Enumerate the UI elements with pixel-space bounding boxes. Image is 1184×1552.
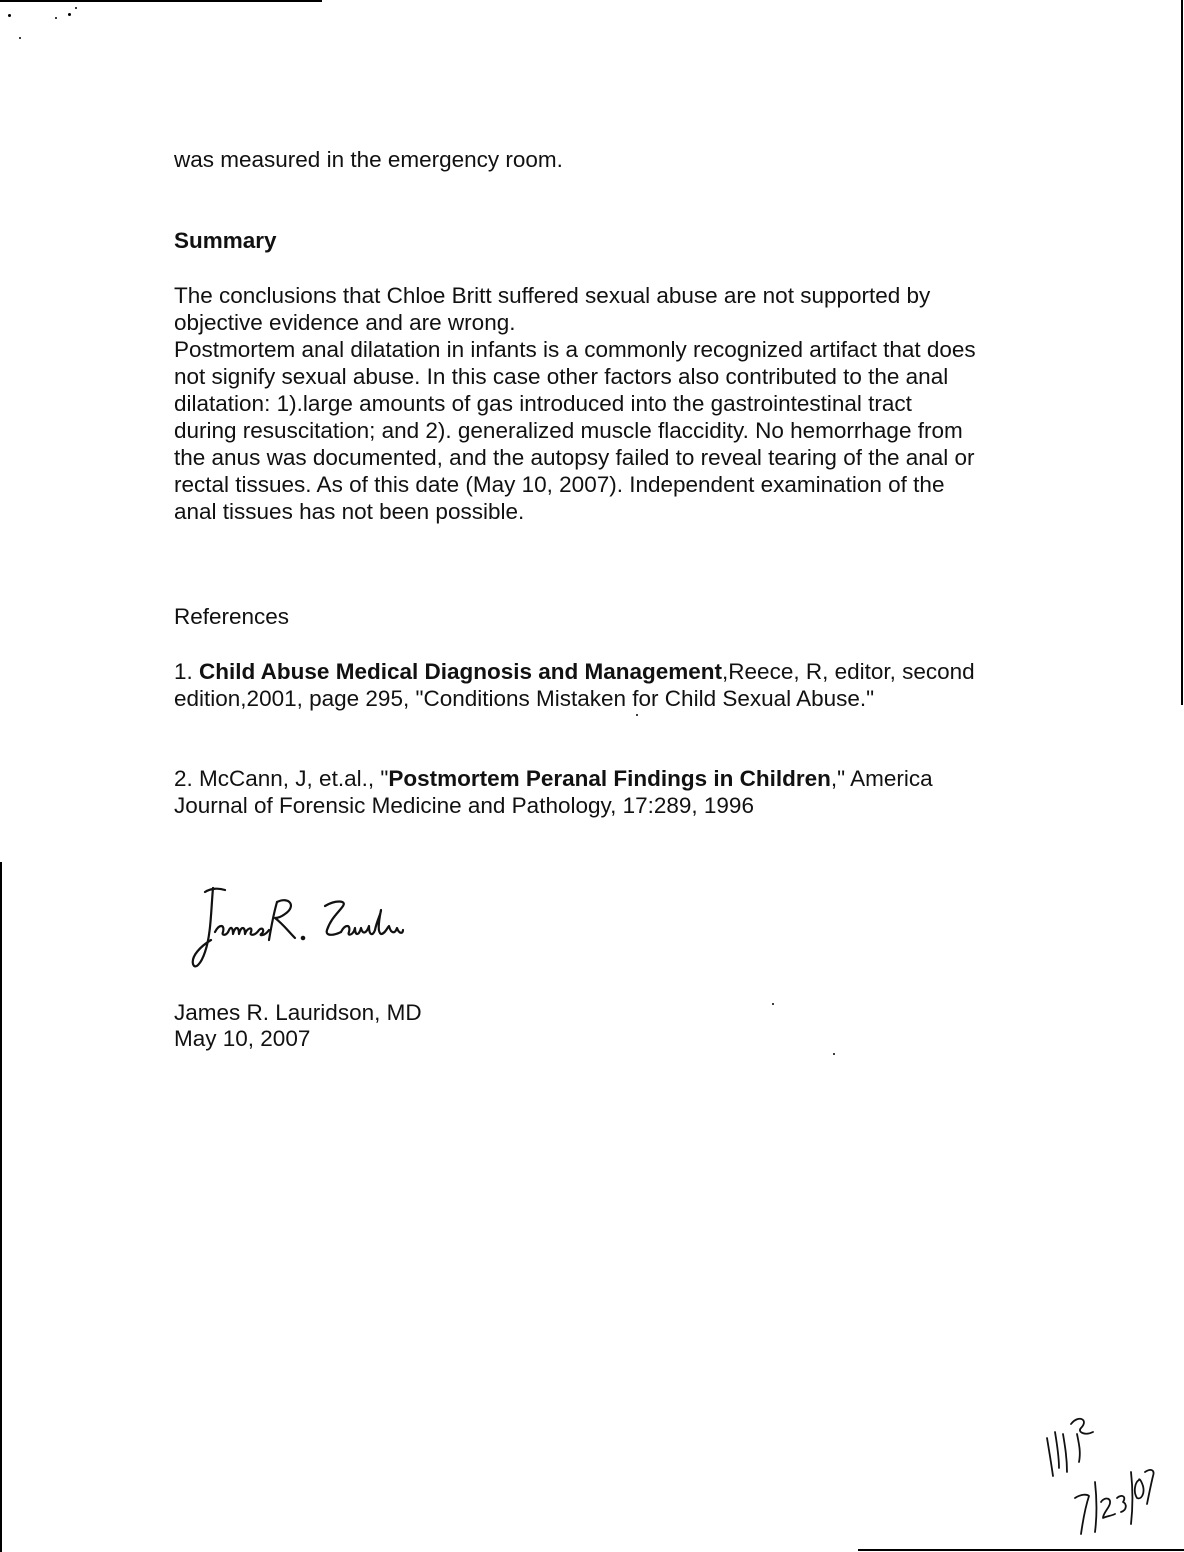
summary-line: the anus was documented, and the autopsy failed to reveal tearing of the anal or xyxy=(174,445,975,470)
summary-line: rectal tissues. As of this date (May 10, 2007). Independent examination of the xyxy=(174,472,945,497)
summary-line: The conclusions that Chloe Britt suffered sexual abuse are not supported by xyxy=(174,283,931,308)
reference-1-number: 1. xyxy=(174,659,200,684)
reference-1-title: Child Abuse Medical Diagnosis and Management xyxy=(199,659,723,684)
summary-line: Postmortem anal dilatation in infants is a commonly recognized artifact that does xyxy=(174,337,976,362)
scan-edge-left xyxy=(0,862,2,1552)
summary-line: objective evidence and are wrong. xyxy=(174,310,516,335)
scan-speck xyxy=(19,37,21,39)
scan-edge-right xyxy=(1181,0,1183,705)
signatory-name: James R. Lauridson, MD xyxy=(174,1000,422,1025)
reference-2-author: 2. McCann, J, et.al., " xyxy=(174,766,389,791)
summary-line: anal tissues has not been possible. xyxy=(174,499,525,524)
scan-edge-bottom xyxy=(858,1549,1184,1551)
summary-line: dilatation: 1).large amounts of gas introduced into the gastrointestinal tract xyxy=(174,391,912,416)
handwritten-signature xyxy=(185,880,405,980)
reference-2-line-2: Journal of Forensic Medicine and Pathology, 17:289, 1996 xyxy=(174,793,754,818)
summary-heading: Summary xyxy=(174,228,277,253)
scan-speck xyxy=(636,714,638,716)
scan-speck xyxy=(833,1053,835,1055)
reference-1-line-2: edition,2001, page 295, "Conditions Mistaken for Child Sexual Abuse." xyxy=(174,686,875,711)
summary-line: not signify sexual abuse. In this case other factors also contributed to the anal xyxy=(174,364,949,389)
scan-speck xyxy=(772,1003,774,1005)
handwritten-margin-note xyxy=(1035,1410,1155,1545)
reference-2-journal-start: ," America xyxy=(830,766,933,791)
reference-1-details: ,Reece, R, editor, second xyxy=(722,659,975,684)
scan-speck xyxy=(75,7,77,9)
scan-speck xyxy=(8,14,11,17)
reference-2-line-1 xyxy=(174,765,933,792)
summary-line: during resuscitation; and 2). generalized muscle flaccidity. No hemorrhage from xyxy=(174,418,963,443)
reference-1-line-1 xyxy=(174,658,975,685)
reference-2-title: Postmortem Peranal Findings in Children xyxy=(388,766,831,791)
references-heading: References xyxy=(174,604,290,629)
signature-date: May 10, 2007 xyxy=(174,1026,311,1051)
opening-line: was measured in the emergency room. xyxy=(174,147,563,172)
scan-speck xyxy=(68,13,71,16)
scan-speck xyxy=(55,17,57,19)
scan-edge-top xyxy=(0,0,322,2)
